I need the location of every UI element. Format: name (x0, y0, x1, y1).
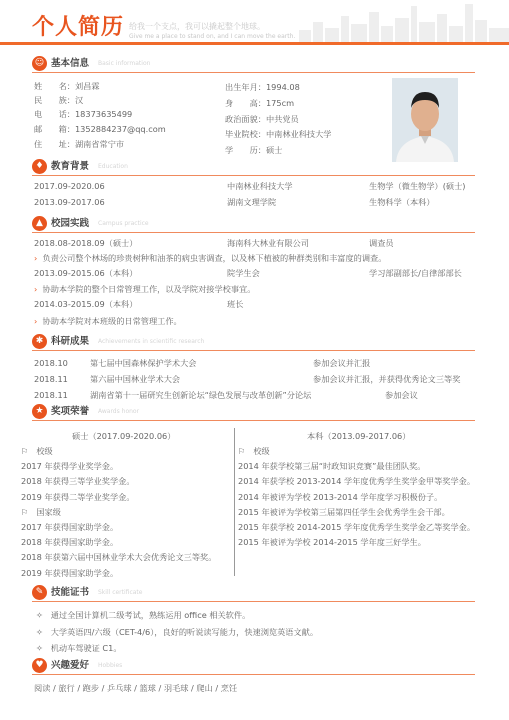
research-date: 2018.11 (34, 390, 68, 400)
award-item: 2017 年获得国家助学金。 (21, 522, 119, 532)
chevron-right-icon: › (34, 316, 38, 326)
campus-desc: › 协助本学院对本班级的日常管理工作。 (34, 316, 182, 326)
edu-date: 2017.09-2020.06 (34, 181, 105, 191)
section-subtitle: Campus practice (98, 220, 149, 227)
campus-org: 海南科大林业有限公司 (227, 238, 309, 248)
edu-date: 2013.09-2017.06 (34, 197, 105, 207)
basic-political: 政治面貌：中共党员 (225, 114, 299, 124)
section-rule (32, 175, 475, 176)
research-date: 2018.11 (34, 374, 68, 384)
profile-photo (392, 78, 458, 162)
campus-role: 调查员 (369, 238, 394, 248)
section-rule (32, 601, 475, 602)
research-name: 湖南省第十一届研究生创新论坛“绿色发展与改革创新”分论坛 (90, 390, 312, 400)
campus-org: 院学生会 (227, 268, 260, 278)
flask-icon: ✱ (32, 334, 47, 349)
section-title: 兴趣爱好 (51, 660, 90, 671)
sparkle-icon: ✧ (36, 643, 43, 653)
slogan-cn: 给我一个支点，我可以撬起整个地球。 (129, 22, 265, 31)
awards-master-heading: 硕士（2017.09-2020.06） (72, 431, 176, 441)
city-skyline-decoration (299, 0, 509, 44)
edu-school: 湖南文理学院 (227, 197, 277, 207)
award-level-label: ⚐ 国家级 (21, 506, 61, 517)
campus-date: 2013.09-2015.06（本科） (34, 268, 138, 278)
campus-date: 2014.03-2015.09（本科） (34, 299, 138, 309)
award-item: 2014 年获学校 2013-2014 学年度优秀学生奖学金甲等奖学金。 (238, 476, 476, 487)
research-name: 第六届中国林业学术大会 (90, 374, 181, 384)
research-date: 2018.10 (34, 358, 68, 368)
award-item: 2014 年获学校第三届“时政知识竞赛”最佳团队奖。 (238, 461, 426, 472)
hobbies-list: 阅读 / 旅行 / 跑步 / 乒乓球 / 篮球 / 羽毛球 / 爬山 / 烹饪 (34, 683, 238, 693)
skill-item: ✧ 大学英语四/六级（CET-4/6），良好的听说读写能力，快速浏览英语文献。 (36, 627, 319, 637)
section-rule (32, 420, 475, 421)
flag-icon: ⚐ (238, 446, 246, 456)
graduation-cap-icon: ♦ (32, 159, 47, 174)
campus-org: 班长 (227, 299, 244, 309)
section-subtitle: Basic information (98, 60, 151, 67)
flag-icon: ⚐ (21, 506, 29, 517)
section-title: 奖项荣誉 (51, 406, 90, 417)
section-rule (32, 674, 475, 675)
section-title: 校园实践 (51, 218, 90, 229)
research-result: 参加会议并汇报 (313, 358, 371, 368)
section-rule (32, 72, 475, 73)
award-level-label: ⚐ 校级 (21, 446, 53, 456)
research-name: 第七届中国森林保护学术大会 (90, 358, 197, 368)
header-rule (0, 42, 509, 45)
slogan (129, 22, 295, 42)
certificate-icon: ✎ (32, 585, 47, 600)
awards-bachelor-heading: 本科（2013.09-2017.06） (307, 431, 411, 441)
section-rule (32, 350, 475, 351)
chevron-right-icon: › (34, 284, 38, 294)
section-title: 教育背景 (51, 161, 90, 172)
trophy-icon: ★ (32, 404, 47, 419)
person-icon: ☺ (32, 56, 47, 71)
edu-major: 生物学（微生物学）(硕士) (369, 181, 466, 191)
award-item: 2018 年获得三等学业奖学金。 (21, 476, 135, 487)
section-title: 技能证书 (51, 587, 90, 598)
basic-school: 毕业院校：中南林业科技大学 (225, 129, 332, 139)
award-item: 2018 年获得国家助学金。 (21, 537, 119, 548)
edu-school: 中南林业科技大学 (227, 181, 293, 191)
flag-icon: ⚐ (21, 446, 29, 456)
sparkle-icon: ✧ (36, 627, 43, 637)
award-item: 2018 年获第六届中国林业学术大会优秀论文三等奖。 (21, 552, 217, 563)
basic-degree: 学 历：硕士 (225, 145, 283, 155)
award-level-label: ⚐ 校级 (238, 446, 270, 456)
section-subtitle: Hobbies (98, 662, 123, 669)
award-item: 2019 年获得二等学业奖学金。 (21, 491, 135, 502)
skill-item: ✧ 通过全国计算机二级考试，熟练运用 office 相关软件。 (36, 610, 251, 620)
section-subtitle: Awards honor (98, 408, 140, 415)
campus-desc: › 协助本学院的整个日常管理工作，以及学院对接学校事宜。 (34, 284, 256, 294)
edu-major: 生物科学（本科） (369, 197, 435, 207)
campus-role: 学习部副部长/自律部部长 (369, 268, 462, 278)
awards-divider (234, 428, 235, 576)
sparkle-icon: ✧ (36, 610, 43, 620)
section-subtitle: Education (98, 163, 128, 170)
research-result: 参加会议 (385, 390, 418, 400)
section-title: 基本信息 (51, 58, 90, 69)
award-item: 2019 年获得国家助学金。 (21, 567, 119, 578)
chevron-right-icon: › (34, 253, 38, 263)
award-item: 2017 年获得学业奖学金。 (21, 461, 119, 472)
basic-address: 住 址：湖南省常宁市 (34, 139, 125, 149)
slogan-en: Give me a place to stand on, and I can move the earth. (129, 33, 296, 40)
building-icon: ▲ (32, 216, 47, 231)
basic-email: 邮 箱：1352884237@qq.com (34, 124, 166, 134)
section-subtitle: Achievements in scientific research (98, 338, 205, 345)
basic-ethnicity: 民 族：汉 (34, 95, 84, 105)
section-subtitle: Skill certificate (98, 589, 143, 596)
basic-height: 身 高：175cm (225, 98, 295, 108)
heart-icon: ♥ (32, 658, 47, 673)
skill-item: ✧ 机动车驾驶证 C1。 (36, 643, 122, 653)
section-rule (32, 232, 475, 233)
award-item: 2014 年被评为学校 2013-2014 学年度学习积极份子。 (238, 491, 443, 502)
resume-title: 个人简历 (32, 15, 125, 40)
basic-name: 姓 名：刘昌霖 (34, 81, 100, 91)
basic-phone: 电 话：18373635499 (34, 109, 133, 119)
research-result: 参加会议并汇报，并获得优秀论文三等奖 (313, 374, 461, 384)
award-item: 2015 年被评为学校 2014-2015 学年度三好学生。 (238, 537, 426, 548)
award-item: 2015 年获学校 2014-2015 学年度优秀学生奖学金乙等奖学金。 (238, 522, 476, 532)
campus-desc: › 负责公司整个林场的珍贵树种和油茶的病虫害调查，以及林下植被的种群类别和丰富度的调查。 (34, 253, 387, 263)
campus-date: 2018.08-2018.09（硕士） (34, 238, 138, 248)
basic-birth: 出生年月：1994.08 (225, 82, 300, 92)
award-item: 2015 年被评为学校第三届第四任学生会优秀学生会干部。 (238, 506, 450, 517)
section-title: 科研成果 (51, 336, 90, 347)
